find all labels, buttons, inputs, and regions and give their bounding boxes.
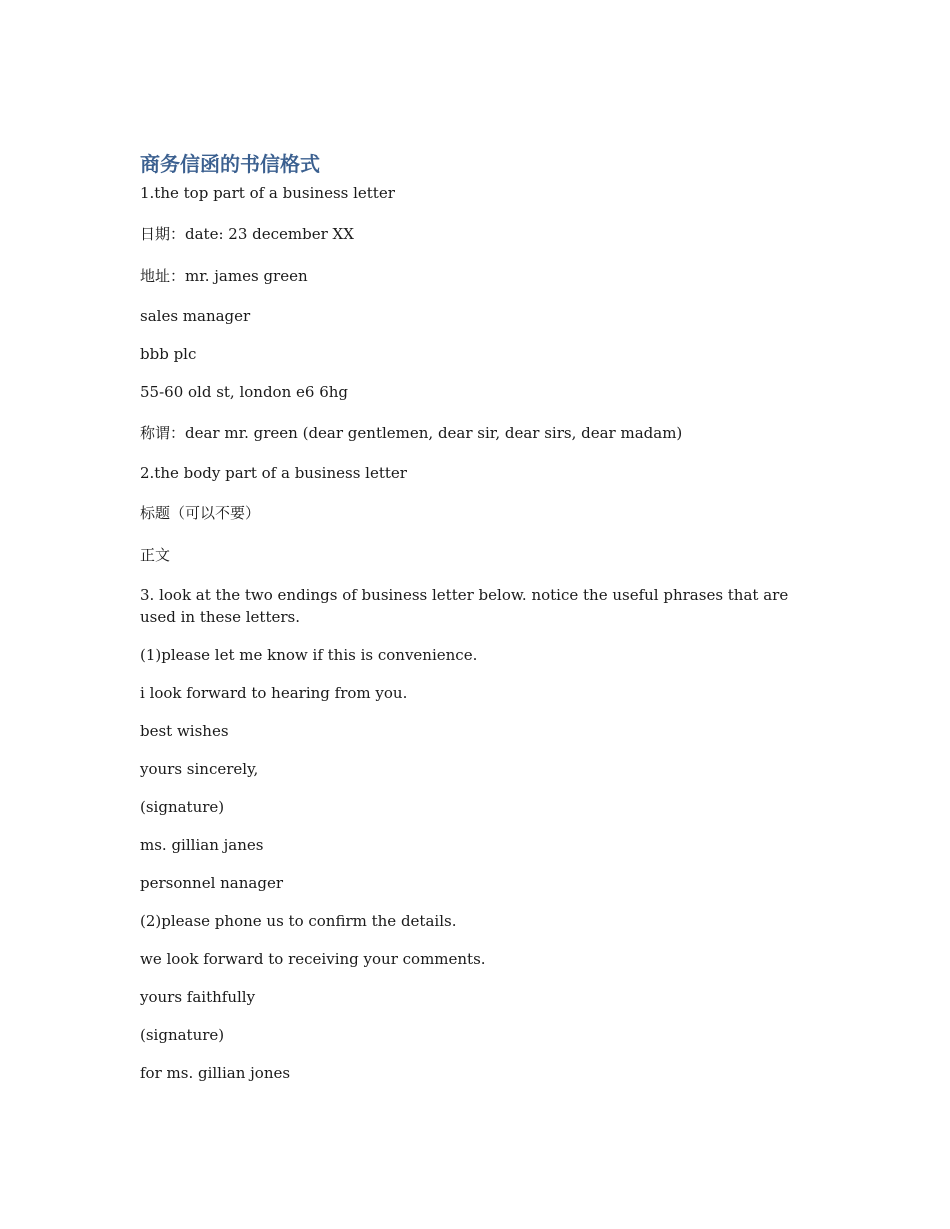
ending-2-name: for ms. gillian jones <box>140 1064 291 1082</box>
date-line: 日期：date: 23 december XX <box>140 225 354 243</box>
ending-1-name: ms. gillian janes <box>140 836 264 854</box>
ending-1-signature: (signature) <box>140 798 225 816</box>
body-text-line: 正文 <box>140 546 171 564</box>
ending-1-line-3: best wishes <box>140 722 229 740</box>
address-street-line: 55-60 old st, london e6 6hg <box>140 383 349 401</box>
ending-1-line-2: i look forward to hearing from you. <box>140 684 408 702</box>
ending-1-closing: yours sincerely, <box>140 760 259 778</box>
document-title: 商务信函的书信格式 <box>140 152 320 176</box>
section-heading-body-part: 2.the body part of a business letter <box>140 464 407 482</box>
ending-2-line-2: we look forward to receiving your comments. <box>140 950 486 968</box>
ending-2-line-1: (2)please phone us to confirm the details. <box>140 912 457 930</box>
address-line: 地址：mr. james green <box>140 267 308 285</box>
section-heading-top-part: 1.the top part of a business letter <box>140 184 395 202</box>
ending-2-closing: yours faithfully <box>140 988 256 1006</box>
salutation-line: 称谓：dear mr. green (dear gentlemen, dear sir, dear sirs, dear madam) <box>140 424 683 442</box>
address-company-line: bbb plc <box>140 345 197 363</box>
ending-1-line-1: (1)please let me know if this is convenience. <box>140 646 478 664</box>
ending-1-position: personnel nanager <box>140 874 283 892</box>
address-title-line: sales manager <box>140 307 251 325</box>
document-page <box>140 150 800 1084</box>
ending-2-signature: (signature) <box>140 1026 225 1044</box>
section-heading-endings: 3. look at the two endings of business letter below. notice the useful phrases that are used in these letters. <box>140 586 789 626</box>
subject-line: 标题（可以不要） <box>140 504 261 522</box>
